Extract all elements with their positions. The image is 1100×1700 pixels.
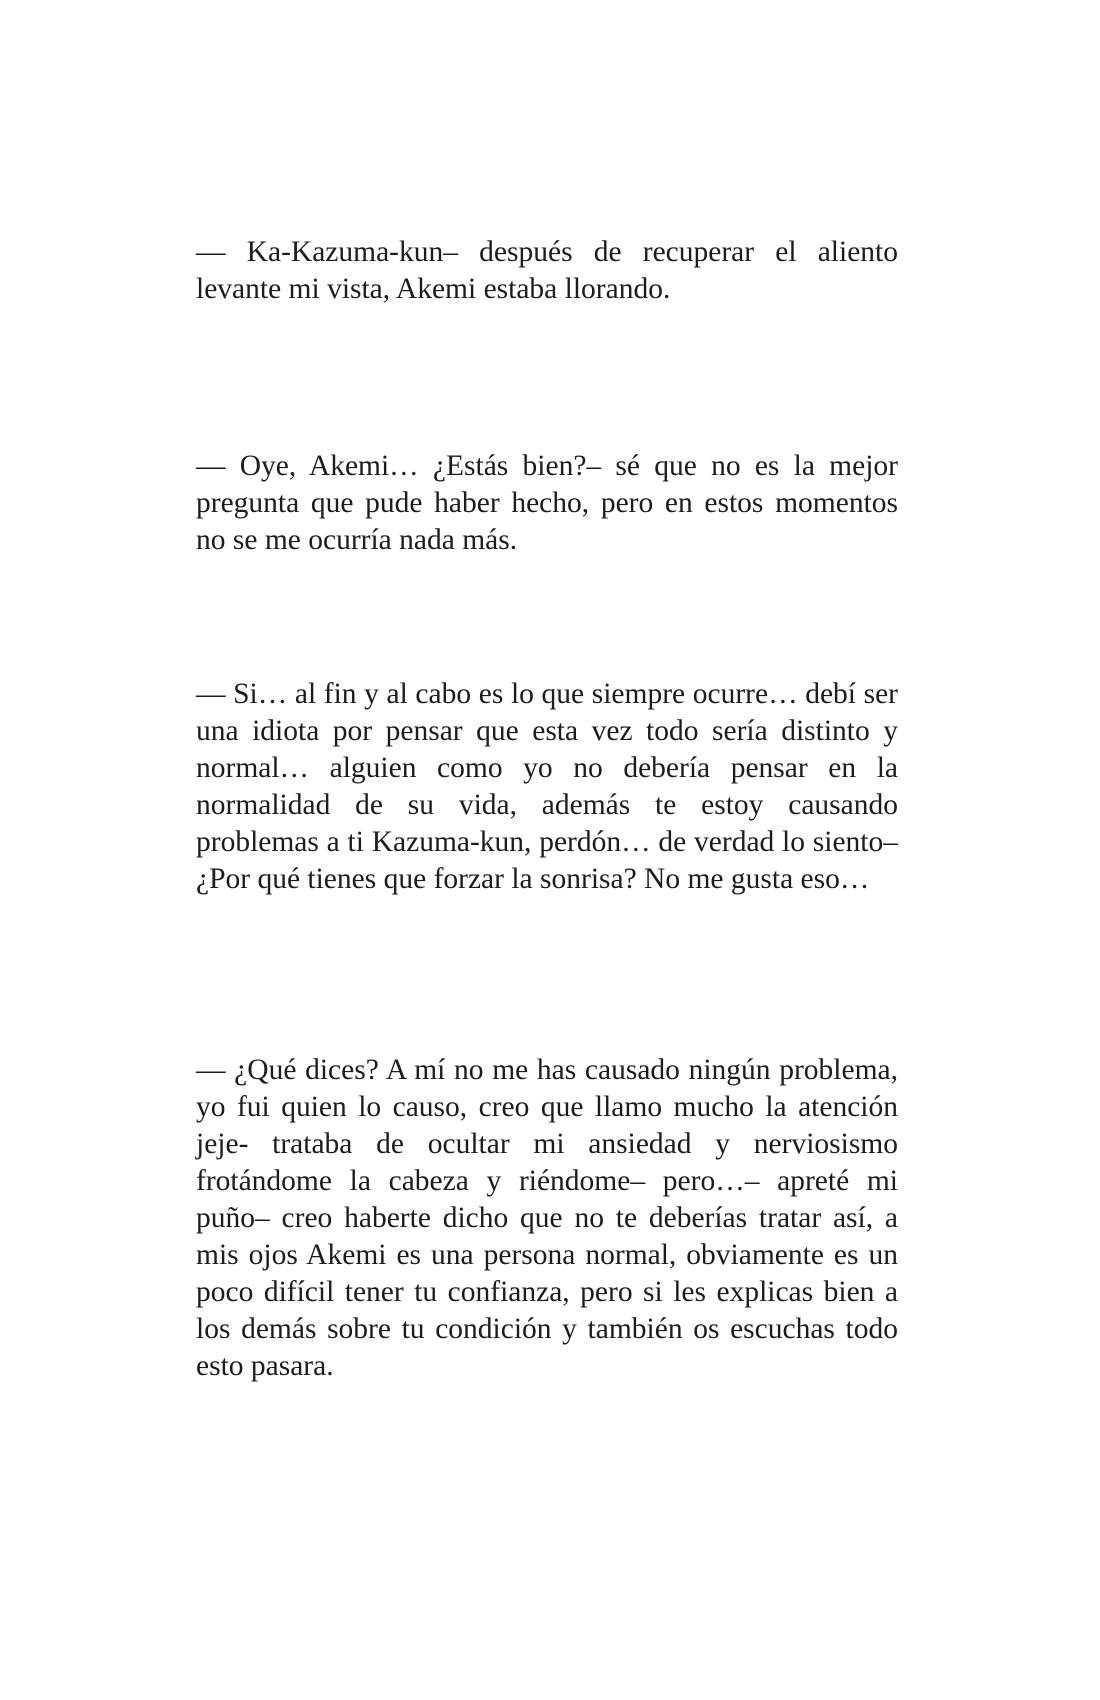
paragraph-3: — Si… al fin y al cabo es lo que siempre ocurre… debí ser una idiota por pensar que esta vez todo sería distinto y normal… alguien como yo no debería pensar en la normalidad de su vida, además te estoy causando problemas a ti Kazuma-kun, perdón… de verdad lo siento– ¿Por qué tienes que forzar la sonrisa? No me gusta eso… <box>196 678 898 895</box>
paragraph-4: — ¿Qué dices? A mí no me has causado ningún problema, yo fui quien lo causo, creo que llamo mucho la atención jeje- trataba de ocultar mi ansiedad y nerviosismo frotándome la cabeza y riéndome– pero…– apreté mi puño– creo haberte dicho que no te deberías tratar así, a mis ojos Akemi es una persona normal, obviamente es un poco difícil tener tu confianza, pero si les explicas bien a los demás sobre tu condición y también os escuchas todo esto pasara. <box>196 1054 898 1382</box>
paragraph-1: — Ka-Kazuma-kun– después de recuperar el aliento levante mi vista, Akemi estaba llorando. <box>196 236 898 305</box>
paragraph-2: — Oye, Akemi… ¿Estás bien?– sé que no es la mejor pregunta que pude haber hecho, pero en estos momentos no se me ocurría nada más. <box>196 450 898 556</box>
